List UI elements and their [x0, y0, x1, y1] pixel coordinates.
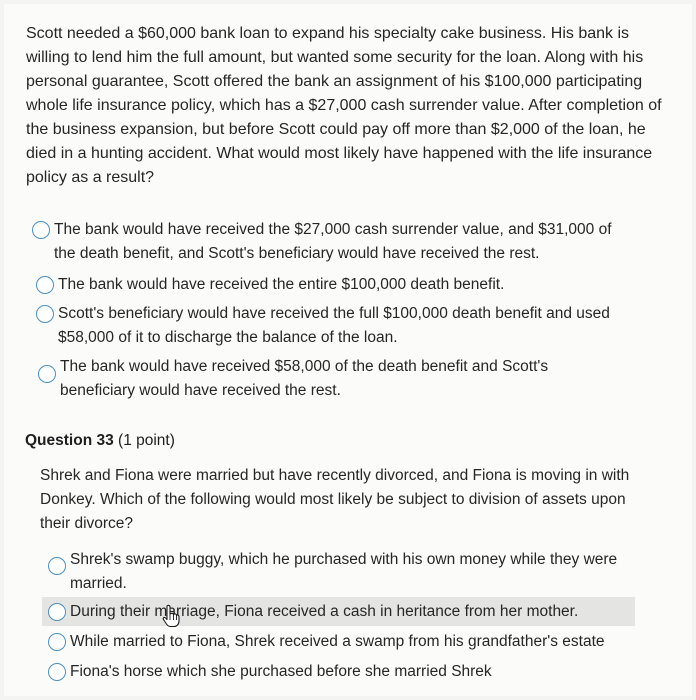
radio-button[interactable] — [38, 365, 56, 383]
radio-button[interactable] — [48, 663, 66, 681]
question-33-header — [25, 432, 175, 450]
question-33-text: Shrek and Fiona were married but have recently divorced, and Fiona is moving in with Donkey. Which of the following would most likely be subject to division of assets upon their divorce? — [40, 467, 630, 532]
q33-option-3[interactable] — [48, 630, 648, 654]
question-number: Question 33 — [25, 432, 114, 449]
radio-button[interactable] — [48, 557, 66, 575]
q32-option-2-label: The bank would have received the entire $100,000 death benefit. — [58, 276, 505, 293]
q33-option-4-label: Fiona's horse which she purchased before she married Shrek — [70, 663, 492, 680]
q33-option-2[interactable] — [48, 600, 638, 624]
hand-cursor-icon — [160, 604, 182, 628]
q32-option-1[interactable] — [32, 218, 632, 266]
q33-option-1[interactable] — [48, 548, 638, 596]
radio-button[interactable] — [36, 305, 54, 323]
q33-option-3-label: While married to Fiona, Shrek received a swamp from his grandfather's estate — [70, 633, 605, 650]
q32-option-4-label: The bank would have received $58,000 of the death benefit and Scott's beneficiary would have received the rest. — [60, 358, 549, 399]
question-points: (1 point) — [118, 432, 175, 449]
q33-option-2-label: During their marriage, Fiona received a cash in heritance from her mother. — [70, 603, 579, 620]
radio-button[interactable] — [48, 633, 66, 651]
q32-option-1-label: The bank would have received the $27,000 cash surrender value, and $31,000 of the death benefit, and Scott's beneficiary would have received the rest. — [54, 221, 612, 262]
q33-option-4[interactable] — [48, 660, 648, 684]
q33-option-1-label: Shrek's swamp buggy, which he purchased with his own money while they were married. — [70, 551, 618, 592]
radio-button[interactable] — [32, 221, 50, 239]
q32-option-2[interactable] — [36, 273, 636, 297]
radio-button[interactable] — [36, 276, 54, 294]
q32-option-3-label: Scott's beneficiary would have received the full $100,000 death benefit and used $58,000 of it to discharge the balance of the loan. — [58, 305, 610, 346]
q32-option-4[interactable] — [38, 355, 598, 403]
radio-button[interactable] — [48, 603, 66, 621]
question-32-text: Scott needed a $60,000 bank loan to expand his specialty cake business. His bank is willing to lend him the full amount, but wanted some security for the loan. Along with his personal guarantee, Scott offered the bank an assignment of his $100,000 participating whole life insurance policy, which has a $27,000 cash surrender value. After completion of the business expansion, but before Scott could pay off more than $2,000 of the loan, he died in a hunting accident. What would most likely have happened with the life insurance policy as a result? — [26, 25, 662, 186]
q32-option-3[interactable] — [36, 302, 626, 350]
